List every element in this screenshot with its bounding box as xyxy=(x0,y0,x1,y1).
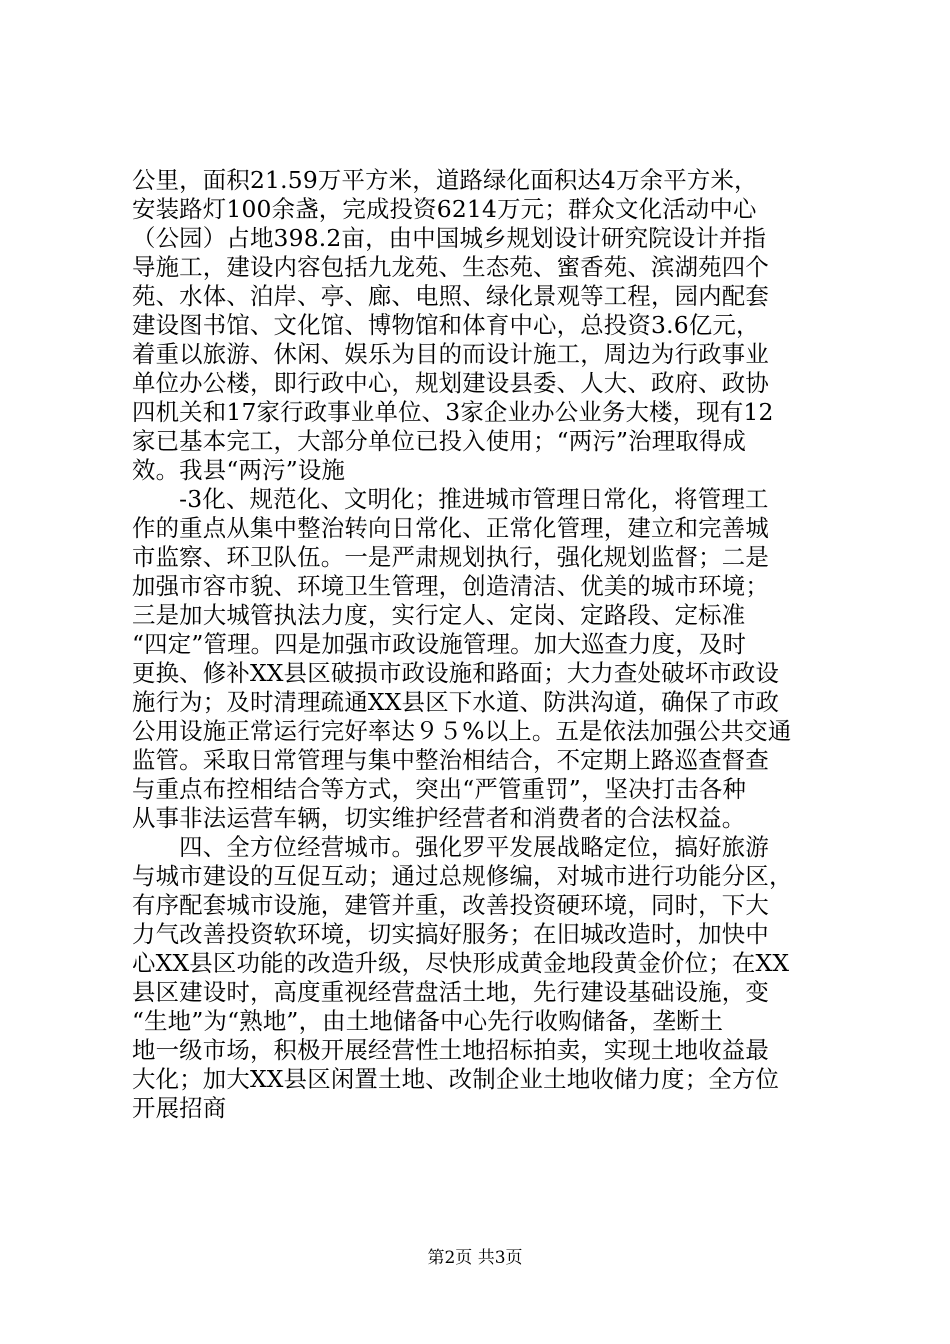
text-line: 县区建设时，高度重视经营盘活土地，先行建设基础设施，变 xyxy=(132,978,769,1006)
text-line: 市监察、环卫队伍。一是严肃规划执行，强化规划监督；二是 xyxy=(132,543,769,571)
text-line: 从事非法运营车辆，切实维护经营者和消费者的合法权益。 xyxy=(132,804,746,832)
text-line: 施行为；及时清理疏通XX县区下水道、防洪沟道，确保了市政 xyxy=(132,688,780,716)
body-text xyxy=(132,166,832,1123)
text-line: 与重点布控相结合等方式，突出“严管重罚”，坚决打击各种 xyxy=(132,775,747,803)
text-line: 家已基本完工，大部分单位已投入使用；“两污”治理取得成 xyxy=(132,427,747,455)
text-line: 更换、修补XX县区破损市政设施和路面；大力查处破坏市政设 xyxy=(132,659,780,687)
text-line: “生地”为“熟地”，由土地储备中心先行收购储备，垄断土 xyxy=(132,1007,724,1035)
text-line: 导施工，建设内容包括九龙苑、生态苑、蜜香苑、滨湖苑四个 xyxy=(132,253,769,281)
text-line: 四、全方位经营城市。强化罗平发展战略定位，搞好旅游 xyxy=(132,833,769,861)
text-line: 公里，面积21.59万平方米，道路绿化面积达4万余平方米， xyxy=(132,166,758,194)
text-line: （公园）占地398.2亩，由中国城乡规划设计研究院设计并指 xyxy=(132,224,767,252)
text-line: 与城市建设的互促互动；通过总规修编，对城市进行功能分区， xyxy=(132,862,793,890)
text-line: 四机关和17家行政事业单位、3家企业办公业务大楼，现有12 xyxy=(132,398,774,426)
text-line: 监管。采取日常管理与集中整治相结合，不定期上路巡查督查 xyxy=(132,746,769,774)
text-line: 加强市容市貌、环境卫生管理，创造清洁、优美的城市环境； xyxy=(132,572,769,600)
text-line: 有序配套城市设施，建管并重，改善投资硬环境，同时，下大 xyxy=(132,891,769,919)
text-line: 大化；加大XX县区闲置土地、改制企业土地收储力度；全方位 xyxy=(132,1065,780,1093)
text-line: 安装路灯100余盏，完成投资6214万元；群众文化活动中心 xyxy=(132,195,757,223)
text-line: 心XX县区功能的改造升级，尽快形成黄金地段黄金价位；在XX xyxy=(132,949,790,977)
text-line: 建设图书馆、文化馆、博物馆和体育中心，总投资3.6亿元， xyxy=(132,311,760,339)
text-line: 开展招商 xyxy=(132,1094,227,1122)
text-line: 着重以旅游、休闲、娱乐为目的而设计施工，周边为行政事业 xyxy=(132,340,769,368)
text-line: 单位办公楼，即行政中心，规划建设县委、人大、政府、政协 xyxy=(132,369,769,397)
text-line: -3化、规范化、文明化；推进城市管理日常化，将管理工 xyxy=(132,485,769,513)
text-line: 作的重点从集中整治转向日常化、正常化管理，建立和完善城 xyxy=(132,514,769,542)
text-line: 公用设施正常运行完好率达９５%以上。五是依法加强公共交通 xyxy=(132,717,792,745)
page-footer: 第2页 共3页 xyxy=(427,1248,523,1268)
text-line: 效。我县“两污”设施 xyxy=(132,456,346,484)
text-line: 三是加大城管执法力度，实行定人、定岗、定路段、定标准 xyxy=(132,601,746,629)
text-line: “四定”管理。四是加强市政设施管理。加大巡查力度，及时 xyxy=(132,630,747,658)
text-line: 力气改善投资软环境，切实搞好服务；在旧城改造时，加快中 xyxy=(132,920,769,948)
text-line: 苑、水体、泊岸、亭、廊、电照、绿化景观等工程，园内配套 xyxy=(132,282,769,310)
text-line: 地一级市场，积极开展经营性土地招标拍卖，实现土地收益最 xyxy=(132,1036,769,1064)
